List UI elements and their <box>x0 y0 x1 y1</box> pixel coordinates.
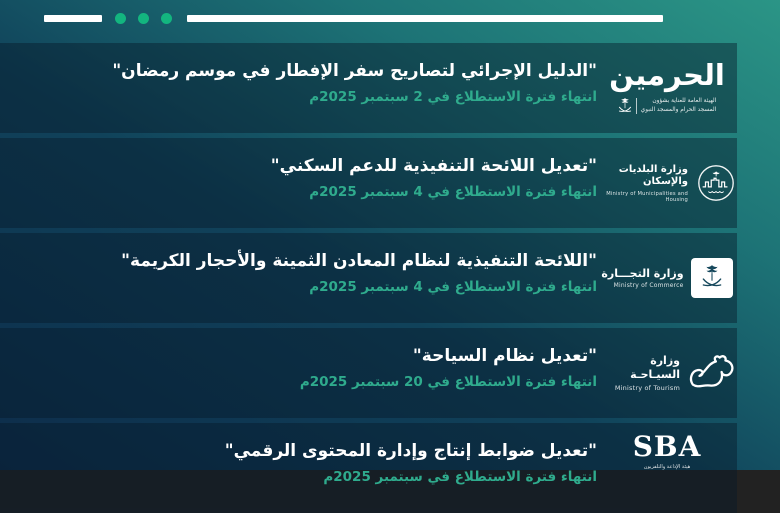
ministry-of-commerce-logo <box>597 233 737 323</box>
regulation-text <box>12 440 597 485</box>
haramain-wordmark: الحرمين <box>609 57 725 92</box>
haramain-tagline-line1: الهيئة العامة للعناية بشؤون <box>652 98 717 105</box>
survey-deadline: انتهاء فترة الاستطلاع في سبتمبر 2025م <box>323 469 597 486</box>
ministry-name-en: Ministry of Tourism <box>614 383 680 392</box>
decor-bar-right <box>187 15 663 22</box>
regulation-text <box>12 250 597 295</box>
ministry-name-ar: وزارة البلديات والإسكان <box>618 163 688 187</box>
survey-deadline: انتهاء فترة الاستطلاع في 4 سبتمبر 2025م <box>309 279 597 296</box>
ministry-name-en: Ministry of Municipalities and Housing <box>606 190 688 203</box>
survey-deadline: انتهاء فترة الاستطلاع في 4 سبتمبر 2025م <box>309 184 597 201</box>
regulation-row-tourism <box>0 328 737 418</box>
regulation-row-sba <box>0 423 737 513</box>
dot-icon <box>138 13 149 24</box>
decor-bar-left <box>44 15 102 22</box>
regulation-row-housing <box>0 138 737 228</box>
regulation-text <box>12 155 597 200</box>
regulation-text <box>12 60 597 105</box>
regulation-text <box>12 345 597 390</box>
ministry-of-tourism-logo <box>597 328 737 418</box>
survey-deadline: انتهاء فترة الاستطلاع في 20 سبتمبر 2025م <box>299 374 597 391</box>
regulation-title: "اللائحة التنفيذية لنظام المعادن الثمينة والأحجار الكريمة" <box>121 251 597 271</box>
tourism-camel-icon <box>687 351 737 395</box>
saudi-palm-swords-icon <box>618 97 632 116</box>
regulation-title: "الدليل الإجرائي لتصاريح سفر الإفطار في موسم رمضان" <box>112 61 597 81</box>
sba-wordmark: SBA <box>632 430 702 463</box>
haramain-tagline-line2: المسجد الحرام والمسجد النبوي <box>640 107 717 113</box>
regulation-title: "تعديل ضوابط إنتاج وإدارة المحتوى الرقمي" <box>224 441 597 461</box>
sba-logo <box>597 423 737 513</box>
survey-deadline: انتهاء فترة الاستطلاع في 2 سبتمبر 2025م <box>309 89 597 106</box>
ministry-name-ar: وزارة التجـــارة <box>601 266 684 280</box>
ministry-of-municipalities-logo <box>597 138 737 228</box>
ministry-name-ar: وزارة السيـاحـة <box>630 354 680 381</box>
regulation-row-haramain <box>0 43 737 133</box>
decor-dots <box>115 13 172 24</box>
haramain-authority-logo <box>597 43 737 133</box>
dot-icon <box>115 13 126 24</box>
municipalities-circle-icon <box>695 162 737 204</box>
sba-name-ar: هيئة الإذاعة والتلفزيون <box>643 464 691 470</box>
ministry-name-en: Ministry of Commerce <box>613 282 684 290</box>
saudi-palm-swords-icon <box>691 258 733 298</box>
regulation-title: "تعديل نظام السياحة" <box>412 346 597 366</box>
logo-divider <box>636 98 637 114</box>
regulation-row-commerce <box>0 233 737 323</box>
dot-icon <box>161 13 172 24</box>
regulation-title: "تعديل اللائحة التنفيذية للدعم السكني" <box>270 156 597 176</box>
